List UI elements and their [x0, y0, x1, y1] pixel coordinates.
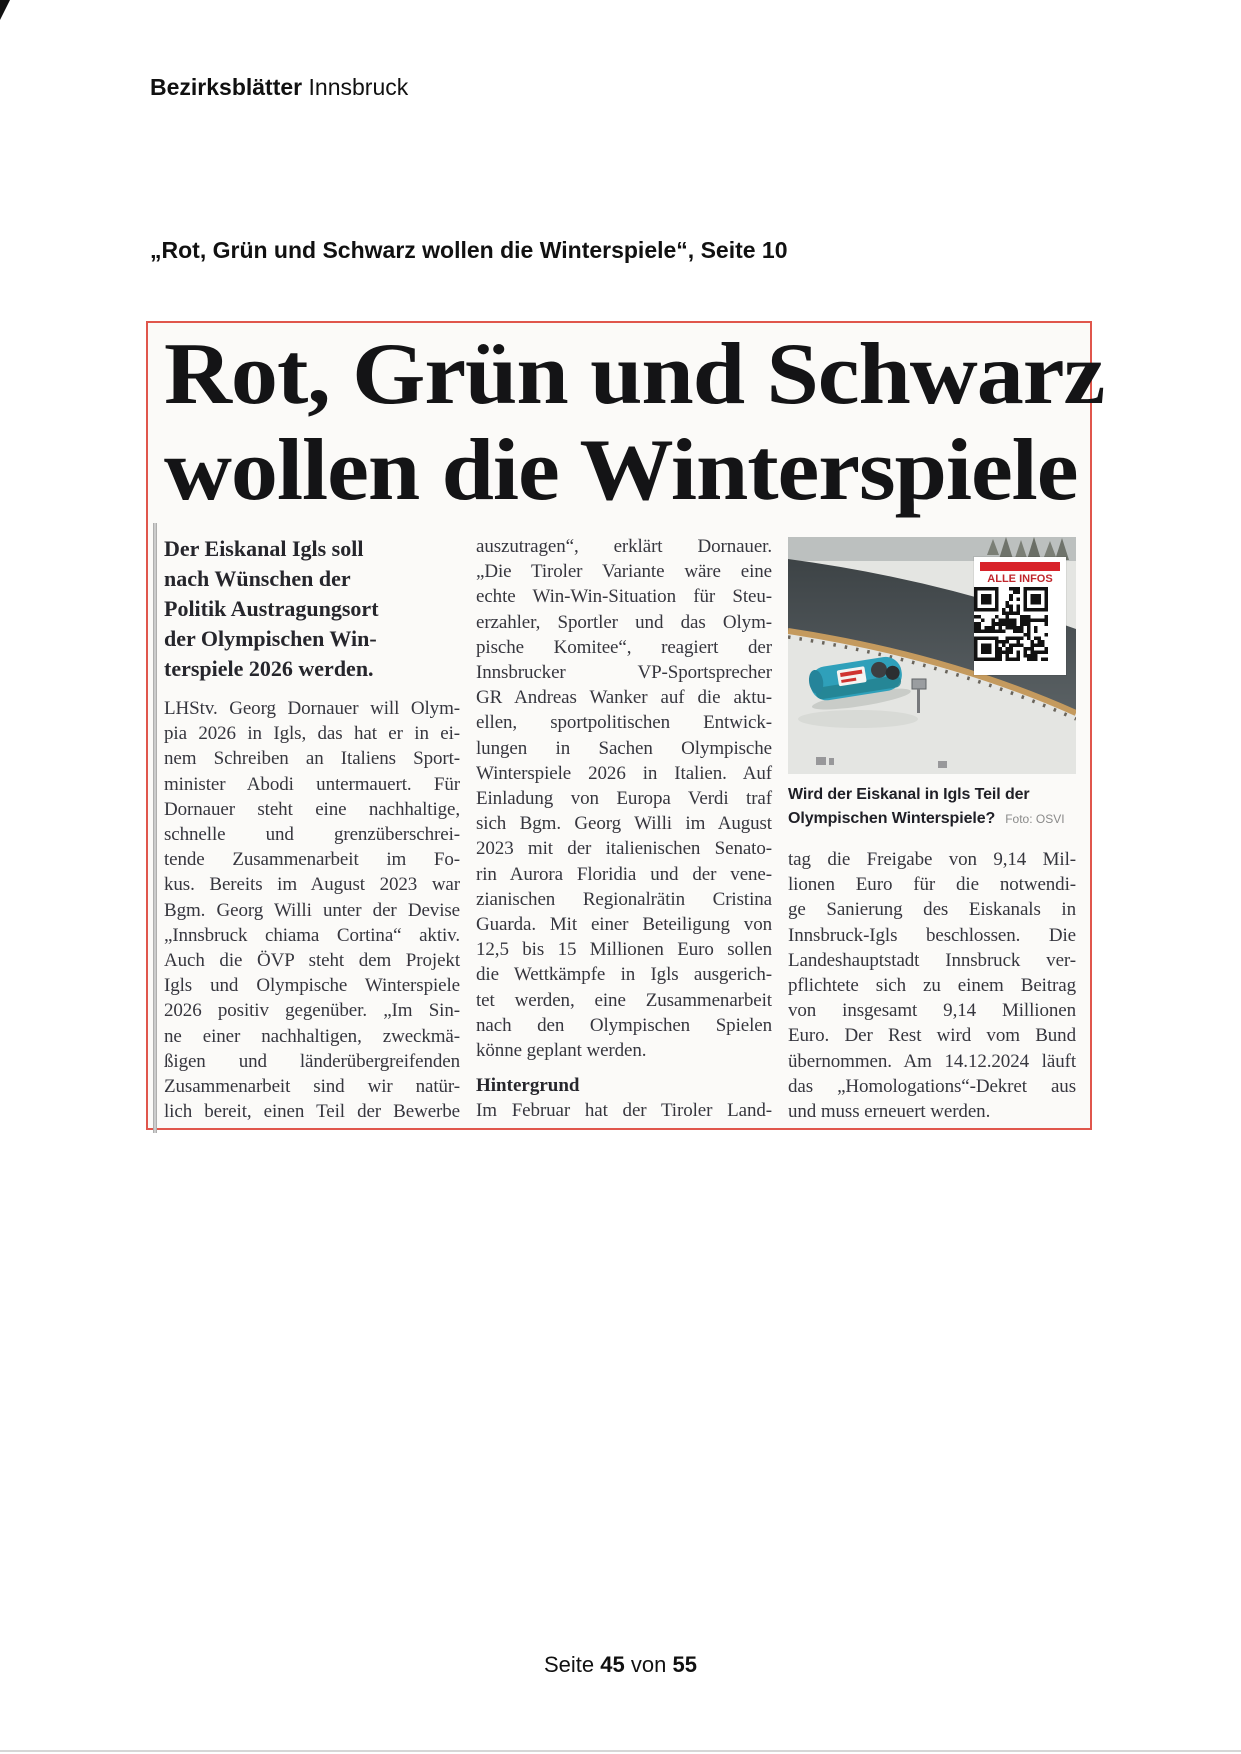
article-column-2 [476, 534, 772, 1124]
article-column-1 [164, 534, 460, 1124]
column-rule-artifact [153, 523, 157, 1133]
publication-location: Innsbruck [308, 74, 409, 100]
text-line: Der Eiskanal Igls soll [164, 536, 364, 561]
text-line: Landeshauptstadt Innsbruck ver- [788, 949, 1076, 971]
text-line: echte Win-Win-Situation für Steu- [476, 586, 772, 608]
text-line: Dornauer steht eine nachhaltige, [164, 798, 460, 820]
text-line: Zusammenarbeit sind wir natür- [164, 1076, 460, 1098]
text-line: könne geplant werden. [476, 1040, 647, 1062]
text-line: terspiele 2026 werden. [164, 656, 374, 681]
caption-line-1: Wird der Eiskanal in Igls Teil der [788, 786, 1030, 803]
text-line: 2023 mit der italienischen Senato- [476, 838, 772, 860]
headline-line-2: wollen die Winterspiele [164, 422, 1078, 519]
text-line: Auch die ÖVP steht dem Projekt [164, 950, 460, 972]
article-reference-line: „Rot, Grün und Schwarz wollen die Winterspiele“, Seite 10 [150, 237, 788, 263]
text-line: „Die Tiroler Variante wäre eine [476, 561, 772, 583]
article-columns [164, 534, 1076, 1124]
text-line: erzahler, Sportler und das Olym- [476, 611, 772, 633]
column1-text [164, 696, 460, 1124]
text-line: kus. Bereits im August 2023 war [164, 874, 460, 896]
text-line: tet werden, eine Zusammenarbeit [476, 989, 772, 1011]
text-line: LHStv. Georg Dornauer will Olym- [164, 698, 460, 719]
text-line: ßigen und länderübergreifenden [164, 1050, 460, 1072]
text-line: und muss erneuert werden. [788, 1101, 991, 1123]
lead-paragraph [164, 534, 460, 684]
text-line: 2026 positiv gegenüber. „Im Sin- [164, 1000, 460, 1022]
text-line: nach den Olympischen Spielen [476, 1014, 772, 1036]
text-line: sich Bgm. Georg Willi im August [476, 813, 772, 835]
text-line: tag die Freigabe von 9,14 Mil- [788, 849, 1076, 870]
column2-text-after-subhead [476, 1098, 772, 1123]
footer-label: Seite [544, 1652, 595, 1677]
footer-page-current: 45 [600, 1652, 625, 1677]
text-line: Winterspiele 2026 in Italien. Auf [476, 762, 772, 784]
text-line: nach Wünschen der [164, 566, 351, 591]
subhead-hintergrund: Hintergrund [476, 1075, 580, 1097]
text-line: auszutragen“, erklärt Dornauer. [476, 536, 772, 557]
text-line: Innsbrucker VP-Sportsprecher [476, 662, 772, 684]
qr-label: ALLE INFOS [987, 573, 1053, 585]
column2-text [476, 534, 772, 1063]
text-line: ge Sanierung des Eiskanals in [788, 899, 1076, 921]
qr-red-bar [980, 562, 1060, 571]
text-line: von insgesamt 9,14 Millionen [788, 1000, 1076, 1022]
article-column-3 [788, 534, 1076, 1124]
text-line: schnelle und grenzüberschrei- [164, 824, 460, 846]
text-line: GR Andreas Wanker auf die aktu- [476, 687, 772, 709]
text-line: Igls und Olympische Winterspiele [164, 975, 460, 997]
page-bottom-edge [0, 1750, 1241, 1752]
text-line: pflichtete sich zu einem Beitrag [788, 975, 1076, 997]
publication-brand: Bezirksblätter [150, 74, 303, 100]
text-line: lionen Euro für die notwendi- [788, 874, 1076, 896]
text-line: minister Abodi untermauert. Für [164, 773, 460, 795]
snow-shadow [798, 710, 918, 728]
text-line: lich bereit, einen Teil der Bewerbe [164, 1101, 460, 1123]
text-line: rin Aurora Floridia und der vene- [476, 863, 772, 885]
caption-line-2 [788, 807, 1076, 831]
qr-panel [974, 557, 1066, 675]
text-line: Im Februar hat der Tiroler Land- [476, 1100, 772, 1122]
photo-credit: Foto: OSVI [1005, 812, 1065, 826]
text-line: 12,5 bis 15 Millionen Euro sollen [476, 939, 772, 961]
text-line: Guarda. Mit einer Beteiligung von [476, 914, 772, 936]
text-line: das „Homologations“-Dekret aus [788, 1075, 1076, 1097]
text-line: Bgm. Georg Willi unter der Devise [164, 899, 460, 921]
text-line: der Olympischen Win- [164, 626, 377, 651]
text-line: „Innsbruck chiama Cortina“ aktiv. [164, 924, 460, 946]
article-headline [164, 327, 1104, 519]
text-line: die Wettkämpfe in Igls ausgerich- [476, 964, 772, 986]
scan-corner-artifact [0, 0, 10, 20]
text-line: pische Komitee“, reagiert der [476, 636, 772, 658]
text-line: lungen in Sachen Olympische [476, 737, 772, 759]
article-photo [788, 537, 1076, 774]
document-footer [0, 1652, 1241, 1678]
text-line: Euro. Der Rest wird vom Bund [788, 1025, 1076, 1047]
caption-line-2-text: Olympischen Winterspiele? [788, 810, 996, 827]
footer-page-total: 55 [672, 1652, 697, 1677]
text-line: tende Zusammenarbeit im Fo- [164, 849, 460, 871]
text-line: Politik Austragungsort [164, 596, 379, 621]
text-line: ne einer nachhaltigen, zweckmä- [164, 1025, 460, 1047]
photo-caption [788, 783, 1076, 831]
document-header [150, 74, 408, 101]
qr-code-icon [974, 587, 1048, 661]
text-line: pia 2026 in Igls, das hat er in ei- [164, 723, 460, 745]
column3-text [788, 847, 1076, 1124]
text-line: ellen, sportpolitischen Entwick- [476, 712, 772, 734]
text-line: Einladung von Europa Verdi traf [476, 788, 772, 810]
text-line: Innsbruck-Igls beschlossen. Die [788, 924, 1076, 946]
text-line: nem Schreiben an Italiens Sport- [164, 748, 460, 770]
text-line: übernommen. Am 14.12.2024 läuft [788, 1050, 1076, 1072]
footer-of-word: von [630, 1652, 667, 1677]
headline-line-1: Rot, Grün und Schwarz [164, 326, 1105, 423]
article-clipping [146, 321, 1105, 1130]
text-line: zianischen Regionalrätin Cristina [476, 888, 772, 910]
